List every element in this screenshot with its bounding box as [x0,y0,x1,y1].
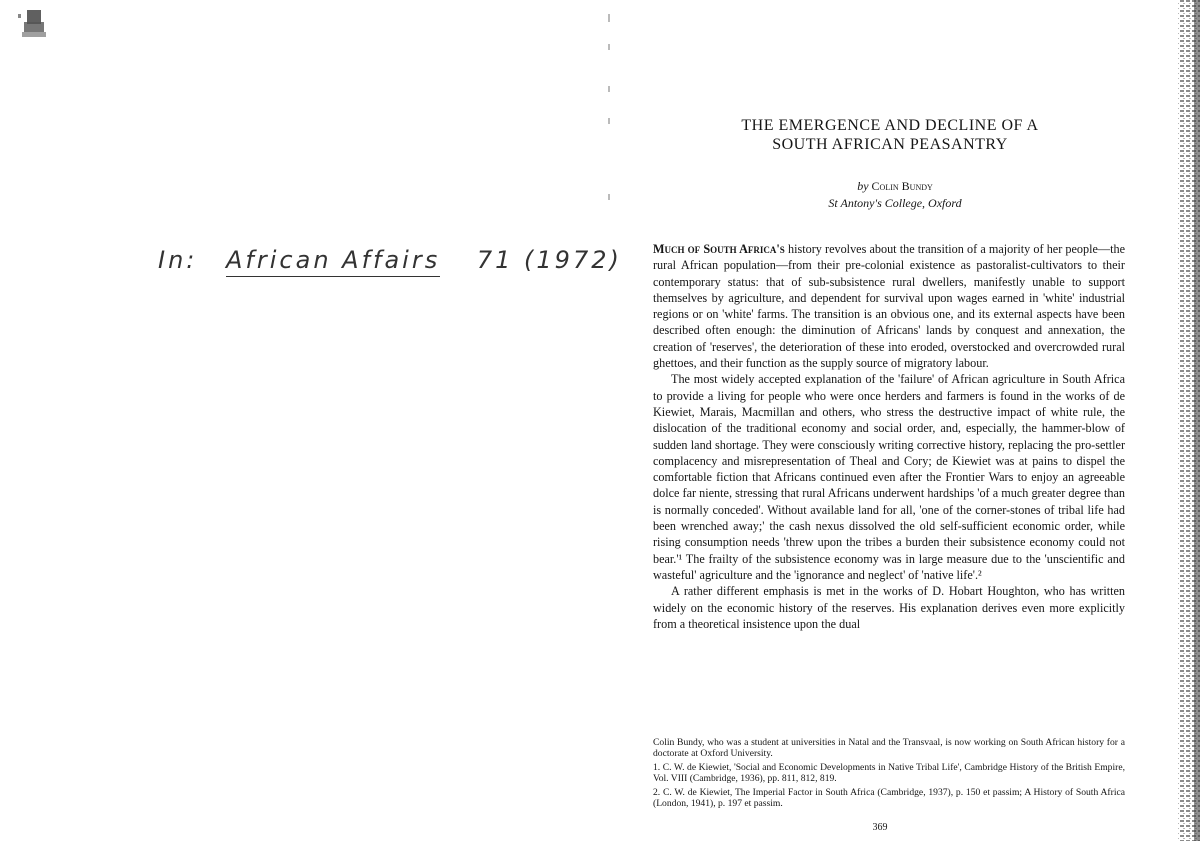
handnote-prefix: In: [158,246,198,274]
by-prefix: by [857,179,869,193]
author-affiliation: St Antony's College, Oxford [828,196,962,210]
handwritten-citation-note [158,246,622,274]
paragraph-1 [653,241,1125,371]
author-name: Colin Bundy [871,179,933,193]
library-stamp-mark [18,8,48,40]
page-number: 369 [872,822,888,833]
handnote-volume-year: 71 (1972) [476,246,622,274]
gutter-mark [608,14,610,22]
author-note: Colin Bundy, who was a student at universities in Natal and the Transvaal, is now working on South African history for a doctorate at Oxford University. [653,737,1125,759]
article-body [653,241,1125,632]
gutter-mark [608,44,610,50]
paragraph-3: A rather different emphasis is met in the works of D. Hobart Houghton, who has written widely on the economic history of the reserves. His explanation derives even more explicitly from a theoretical insistence upon the dual [653,584,1125,631]
paragraph-1-text: history revolves about the transition of a majority of her people—the rural African population—from their pre-colonial existence as pastoralist-cultivators to their contemporary status: that of sub-subsistence rural dwellers, manifestly unable to support themselves by agriculture, and dependent for survival upon wages earned in 'white' industrial regions or on 'white' farms. The transition is an obvious one, and its external aspects have been described often enough: the diminution of Africans' lands by conquest and annexation, the creation of 'reserves', the deterioration of these into eroded, overstocked and overcrowded rural ghettoes, and their function as the supply source of migratory labour. [653,242,1125,371]
article-title [700,116,1080,154]
lead-in: Much of South Africa's [653,242,785,256]
gutter-mark [608,86,610,92]
gutter-mark [608,118,610,124]
title-line-1: THE EMERGENCE AND DECLINE OF A [741,117,1039,134]
footnote-1: 1. C. W. de Kiewiet, 'Social and Economic Developments in Native Tribal Life', Cambridge History of the British Empire, Vol. VIII (Cambridge, 1936), pp. 811, 812, 819. [653,762,1125,784]
title-line-2: SOUTH AFRICAN PEASANTRY [772,136,1008,153]
gutter-mark [608,194,610,200]
byline [700,178,1090,212]
footnote-2: 2. C. W. de Kiewiet, The Imperial Factor in South Africa (Cambridge, 1937), p. 150 et passim; A History of South Africa (London, 1941), p. 197 et passim. [653,787,1125,809]
handnote-journal: African Affairs [226,246,440,277]
footnotes [653,737,1125,812]
scan-edge-texture [1174,0,1200,841]
paragraph-2: The most widely accepted explanation of the 'failure' of African agriculture in South Africa to provide a living for people who were once herders and farmers is found in the works of de Kiewiet, Marais, Macmillan and others, who stress the destructive impact of white rule, the dislocation of the traditional economy and social order, and, especially, the hammer-blow of sudden land shortage. They were consciously writing corrective history, replacing the pro-settler complacency and misrepresentation of Theal and Cory; de Kiewiet was at pains to dispel the comfortable fiction that Africans continued even after the Frontier Wars to enjoy an agreeable dolce far niente, stressing that rural Africans underwent hardships 'of a much greater degree than is normally conceded'. Without available land for all, 'one of the corner-stones of tribal life had been wrenched away;' the cash nexus dissolved the old self-sufficient economic order, while rising consumption needs 'threw upon the tribes a burden their subsistence economy could not bear.'¹ The frailty of the subsistence economy was in large measure due to the 'unscientific and wasteful' agriculture and the 'ignorance and neglect' of 'native life'.² [653,372,1125,582]
